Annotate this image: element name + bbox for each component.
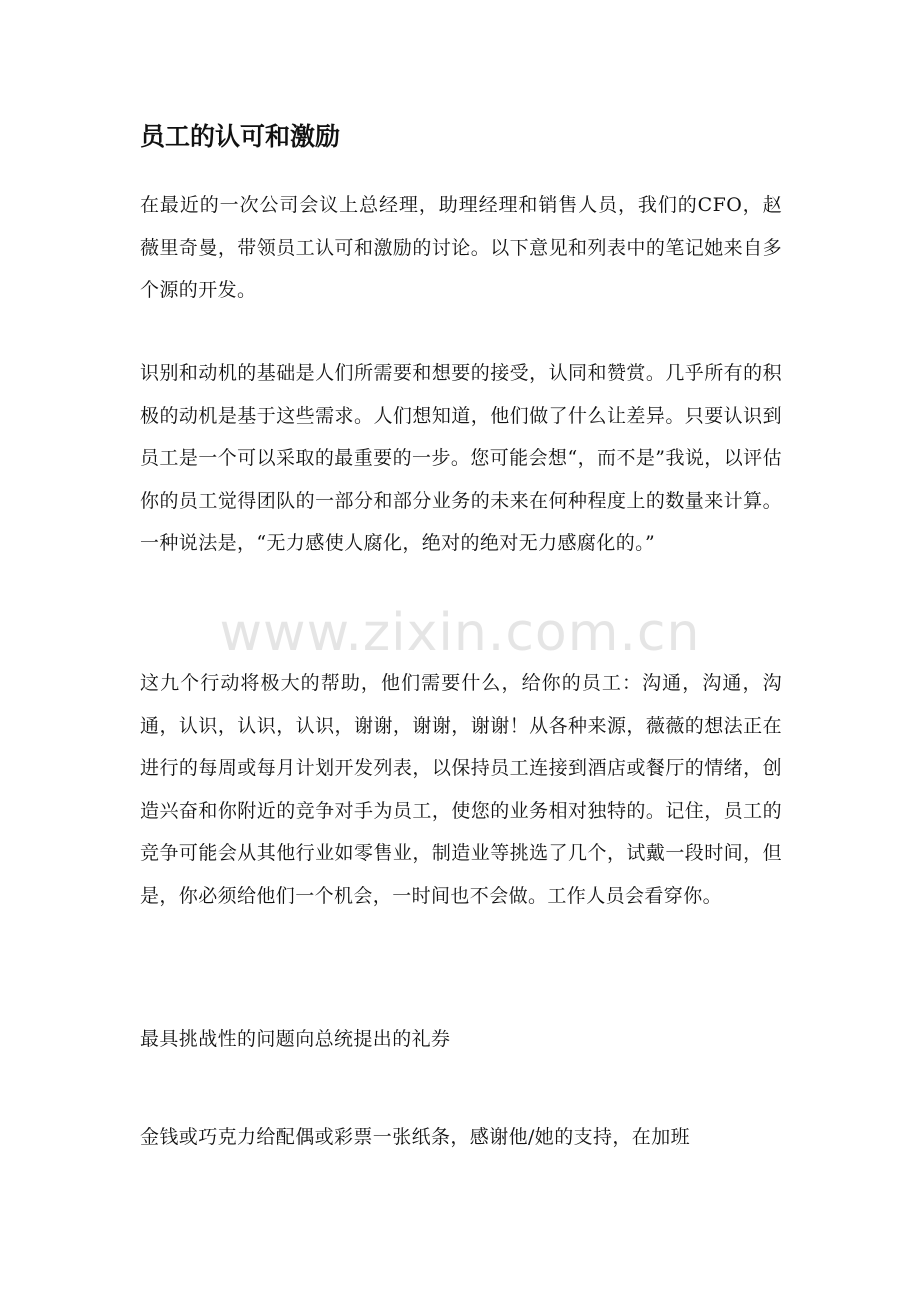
paragraph-gift-ideas: 金钱或巧克力给配偶或彩票一张纸条，感谢他/她的支持，在加班 bbox=[140, 1126, 691, 1148]
paragraph-nine-actions: 这九个行动将极大的帮助，他们需要什么，给你的员工：沟通，沟通，沟通，认识，认识，认识，谢谢，谢谢，谢谢！从各种来源，薇薇的想法正在进行的每周或每月计划开发列表，以保持员工连接到酒店或餐厅的情绪，创造兴奋和你附近的竞争对手为员工，使您的业务相对独特的。记住，员工的竞争可能会从其他行业如零售业，制造业等挑选了几个，试戴一段时间，但是，你必须给他们一个机会，一时间也不会做。工作人员会看穿你。 bbox=[140, 672, 782, 907]
paragraph-challenging-issue: 最具挑战性的问题向总统提出的礼券 bbox=[140, 1028, 451, 1050]
paragraph-recognition-basis: 识别和动机的基础是人们所需要和想要的接受，认同和赞赏。几乎所有的积极的动机是基于这些需求。人们想知道，他们做了什么让差异。只要认识到员工是一个可以采取的最重要的一步。您可能会想“，而不是”我说，以评估你的员工觉得团队的一部分和部分业务的未来在何种程度上的数量来计算。一种说法是，“无力感使人腐化，绝对的绝对无力感腐化的。” bbox=[140, 362, 782, 554]
paragraph-meeting-intro: 在最近的一次公司会议上总经理，助理经理和销售人员，我们的CFO，赵薇里奇曼，带领员工认可和激励的讨论。以下意见和列表中的笔记她来自多个源的开发。 bbox=[140, 194, 782, 301]
document-title: 员工的认可和激励 bbox=[140, 122, 341, 151]
watermark-text: www.zixin.com.cn bbox=[219, 603, 701, 663]
